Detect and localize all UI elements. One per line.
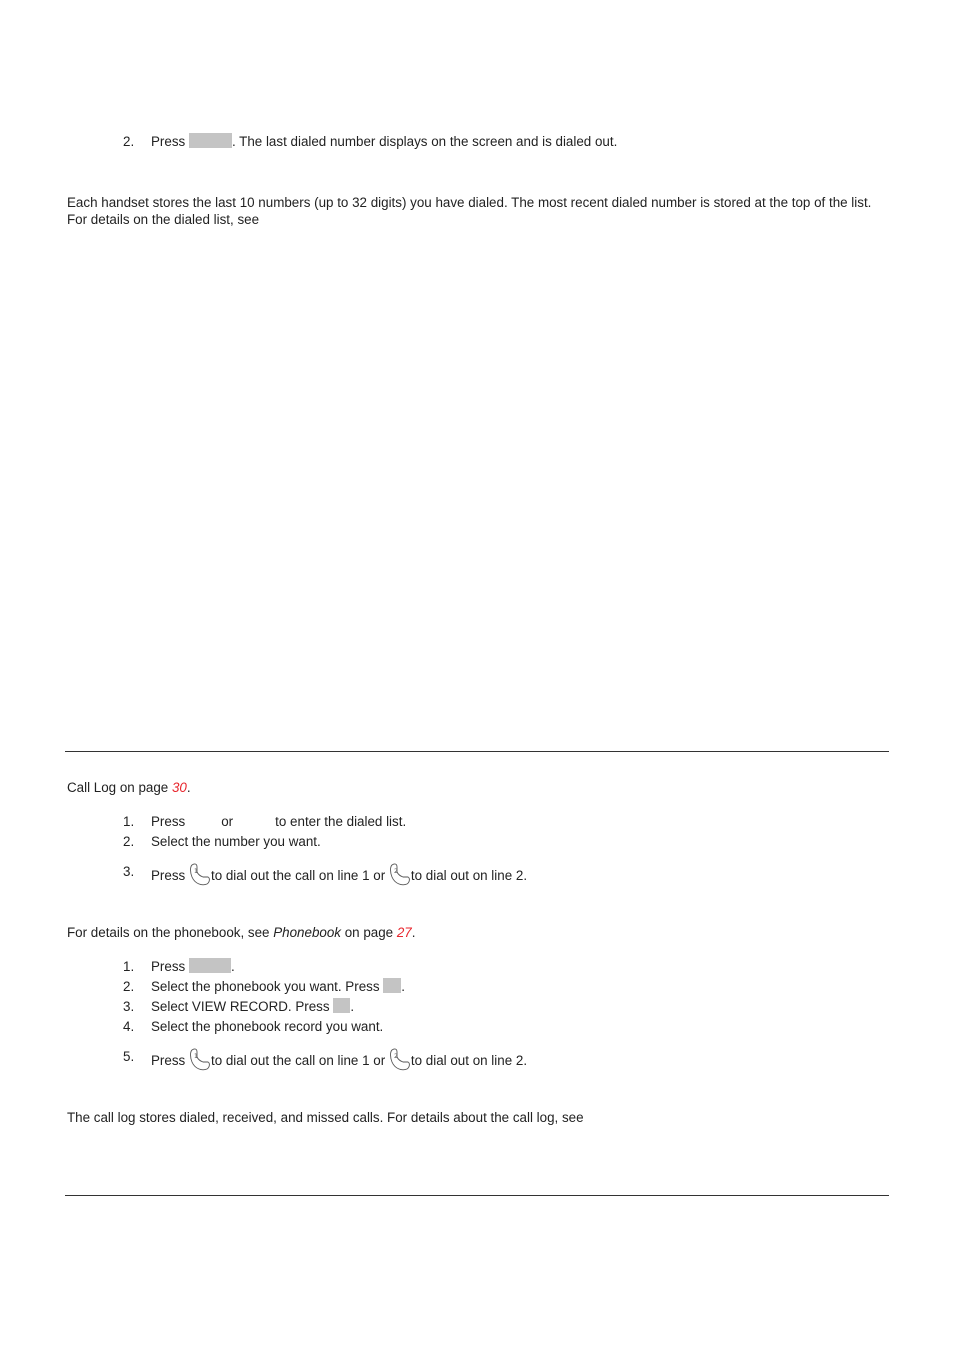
- intro-text: on page: [340, 925, 397, 940]
- step-text: Press: [151, 134, 186, 149]
- list-number: 3.: [123, 999, 135, 1014]
- svg-text:2: 2: [393, 1053, 398, 1060]
- step-text: to dial out the call on line 1 or: [210, 868, 386, 883]
- page-link[interactable]: 27: [396, 925, 412, 940]
- step-text: Press: [151, 868, 186, 883]
- dialed-list-reference: [67, 778, 191, 798]
- line-2-key-icon: [389, 1047, 411, 1073]
- dialed-list-paragraph-line-2: For details on the dialed list, see: [67, 212, 260, 227]
- step-text: . The last dialed number displays on the screen and is dialed out.: [231, 134, 618, 149]
- dialed-list-step-1: [151, 812, 406, 832]
- list-number: 5.: [123, 1049, 135, 1064]
- ok-key: [333, 998, 350, 1013]
- step-text: Select VIEW RECORD. Press: [151, 999, 330, 1014]
- phonebook-step-5: [151, 1047, 527, 1073]
- list-number: 2.: [123, 134, 135, 149]
- intro-text: For details on the phonebook, see: [67, 925, 274, 940]
- step-text: to enter the dialed list.: [275, 814, 407, 829]
- step-text: to dial out the call on line 1 or: [210, 1053, 386, 1068]
- step-text: .: [350, 999, 355, 1014]
- step-text: or: [221, 814, 234, 829]
- list-number: 4.: [123, 1019, 135, 1034]
- list-number: 1.: [123, 814, 135, 829]
- dialed-list-step-3: [151, 862, 527, 888]
- svg-text:2: 2: [393, 868, 398, 875]
- step-text: Press: [151, 814, 186, 829]
- redial-key: [189, 133, 232, 148]
- list-number: 1.: [123, 959, 135, 974]
- page-divider: [65, 751, 889, 752]
- step-text: Select the phonebook you want. Press: [151, 979, 380, 994]
- step-text: .: [230, 959, 235, 974]
- step-text: Press: [151, 959, 186, 974]
- ok-key: [383, 978, 401, 993]
- line-1-key-icon: [189, 1047, 211, 1073]
- page-divider: [65, 1195, 889, 1196]
- step-text: Press: [151, 1053, 186, 1068]
- phonebook-step-4: Select the phonebook record you want.: [151, 1019, 384, 1034]
- step-text: to dial out on line 2.: [410, 868, 528, 883]
- intro-end: .: [411, 925, 416, 940]
- svg-text:1: 1: [193, 1053, 198, 1060]
- redial-step-2: [151, 132, 617, 152]
- list-number: 3.: [123, 864, 135, 879]
- reference-end: .: [186, 780, 191, 795]
- list-number: 2.: [123, 834, 135, 849]
- svg-text:1: 1: [193, 868, 198, 875]
- list-number: 2.: [123, 979, 135, 994]
- reference-text: Call Log on page: [67, 780, 172, 795]
- phonebook-key: [189, 958, 231, 973]
- step-text: to dial out on line 2.: [410, 1053, 528, 1068]
- dialed-list-step-2: Select the number you want.: [151, 834, 321, 849]
- page-link[interactable]: 30: [171, 780, 187, 795]
- line-1-key-icon: [189, 862, 211, 888]
- phonebook-step-2: [151, 977, 405, 997]
- dialed-list-paragraph-line-1: Each handset stores the last 10 numbers (up to 32 digits) you have dialed. The most recent dialed number is stored at the top of the list.: [67, 195, 872, 210]
- phonebook-intro: [67, 923, 415, 943]
- line-2-key-icon: [389, 862, 411, 888]
- phonebook-title: Phonebook: [273, 925, 341, 940]
- phonebook-step-3: [151, 997, 354, 1017]
- step-text: .: [401, 979, 405, 994]
- phonebook-step-1: [151, 957, 235, 977]
- call-log-paragraph: The call log stores dialed, received, and missed calls. For details about the call log, see: [67, 1110, 584, 1125]
